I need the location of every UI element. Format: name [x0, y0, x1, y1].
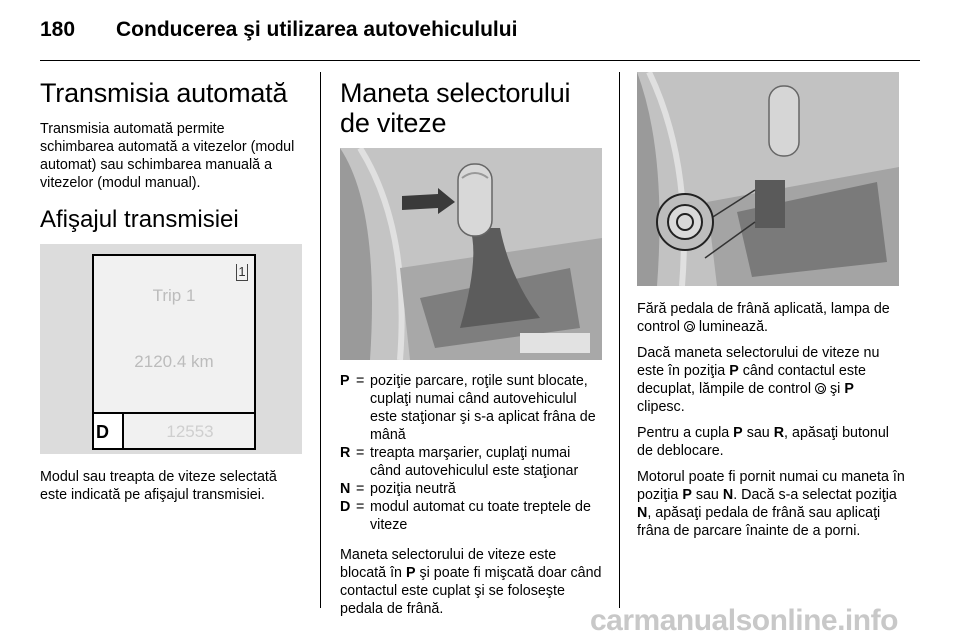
text-run: Motorul poate fi pornit numai cu maneta în poziţia	[637, 469, 905, 503]
brake-control-lamp-icon	[684, 321, 695, 332]
column-divider-1	[320, 72, 321, 608]
paragraph-engine-start	[637, 468, 905, 540]
definition-key: P	[340, 373, 350, 389]
bold-run: P	[729, 363, 739, 379]
trip-value: 2120.4 km	[134, 352, 214, 371]
text-run: sau	[742, 425, 774, 441]
text-run: şi	[826, 381, 845, 397]
text-run: Dacă maneta selectorului de viteze nu este în poziţia	[637, 345, 880, 379]
intro-paragraph: Transmisia automată permite schimbarea automată a vitezelor (modul automat) sau schimbarea manuală a vitezelor (modul manual).	[40, 121, 295, 191]
bold-run: P	[682, 487, 692, 503]
definition-row	[340, 498, 602, 534]
header-rule	[40, 60, 920, 61]
control-lamp-illustration	[637, 72, 899, 286]
definition-equals: =	[356, 445, 365, 461]
bold-run: N	[722, 487, 734, 503]
definition-row	[340, 480, 602, 498]
text-run: şi poate fi mişcată doar când contactul este cuplat şi se foloseşte pedala de frână.	[340, 565, 602, 617]
text-run: clipesc.	[637, 399, 685, 415]
transmission-display	[92, 254, 256, 450]
selector-lever-illustration	[340, 148, 602, 360]
text-run: sau	[691, 487, 723, 503]
definition-row	[340, 372, 602, 444]
selector-lever-photo	[340, 148, 602, 360]
bold-run: N	[637, 505, 648, 521]
definition-key: R	[340, 445, 351, 461]
column-1	[40, 72, 302, 512]
trip-label: Trip 1	[152, 286, 196, 305]
column-3	[637, 72, 905, 548]
definition-text: treapta marşarier, cuplaţi numai când autovehiculul este staţionar	[370, 445, 579, 479]
bold-run: P	[405, 565, 416, 581]
brake-control-lamp-icon	[815, 383, 826, 394]
paragraph-lamp-flash	[637, 344, 905, 416]
bold-run: P	[733, 425, 743, 441]
column-divider-2	[619, 72, 620, 608]
text-run: Pentru a cupla	[637, 425, 734, 441]
gear-indicator: D	[96, 422, 109, 442]
text-run: Maneta selectorului de viteze este blocată în	[340, 547, 557, 581]
text-run: , apăsaţi butonul de deblocare.	[637, 425, 889, 459]
definition-text: modul automat cu toate treptele de viteze	[370, 499, 591, 533]
text-run: . Dacă s-a selectat poziţia	[733, 487, 897, 503]
watermark: carmanualsonline.info	[590, 604, 898, 637]
column-2	[340, 72, 602, 626]
bold-run: P	[844, 381, 854, 397]
display-caption: Modul sau treapta de viteze selectată este indicată pe afişajul transmisiei.	[40, 469, 277, 503]
section-heading: Transmisia automată	[40, 78, 288, 108]
page-header	[40, 14, 920, 44]
definition-equals: =	[356, 373, 365, 389]
selector-heading: Maneta selectorului de viteze	[340, 78, 571, 138]
odometer-value: 12553	[166, 422, 214, 441]
definition-row	[340, 444, 602, 480]
paragraph-lamp-on	[637, 300, 905, 336]
lever-lock-paragraph	[340, 546, 602, 618]
transmission-display-figure	[40, 244, 302, 454]
paragraph-engage	[637, 424, 905, 460]
control-lamp-photo	[637, 72, 899, 286]
definition-equals: =	[356, 481, 365, 497]
page-number: 180	[40, 18, 76, 41]
text-run: Fără pedala de frână aplicată, lampa de control	[637, 301, 890, 335]
gear-definitions-list	[340, 372, 602, 534]
definition-key: D	[340, 499, 351, 515]
text-run: când contactul este decuplat, lămpile de control	[637, 363, 866, 397]
chapter-title: Conducerea şi utilizarea autovehiculului	[116, 18, 518, 41]
subsection-heading: Afişajul transmisiei	[40, 206, 239, 233]
trip-index-icon: 1	[236, 264, 248, 281]
definition-key: N	[340, 481, 351, 497]
definition-equals: =	[356, 499, 365, 515]
text-run: luminează.	[694, 319, 769, 335]
text-run: , apăsaţi pedala de frână sau aplicaţi frâna de parcare înainte de a porni.	[637, 505, 881, 539]
bold-run: R	[773, 425, 785, 441]
definition-text: poziţia neutră	[370, 481, 456, 497]
definition-text: poziţie parcare, roţile sunt blocate, cuplaţi numai când autovehiculul este staţionar şi s-a aplicat frâna de mână	[370, 373, 596, 443]
